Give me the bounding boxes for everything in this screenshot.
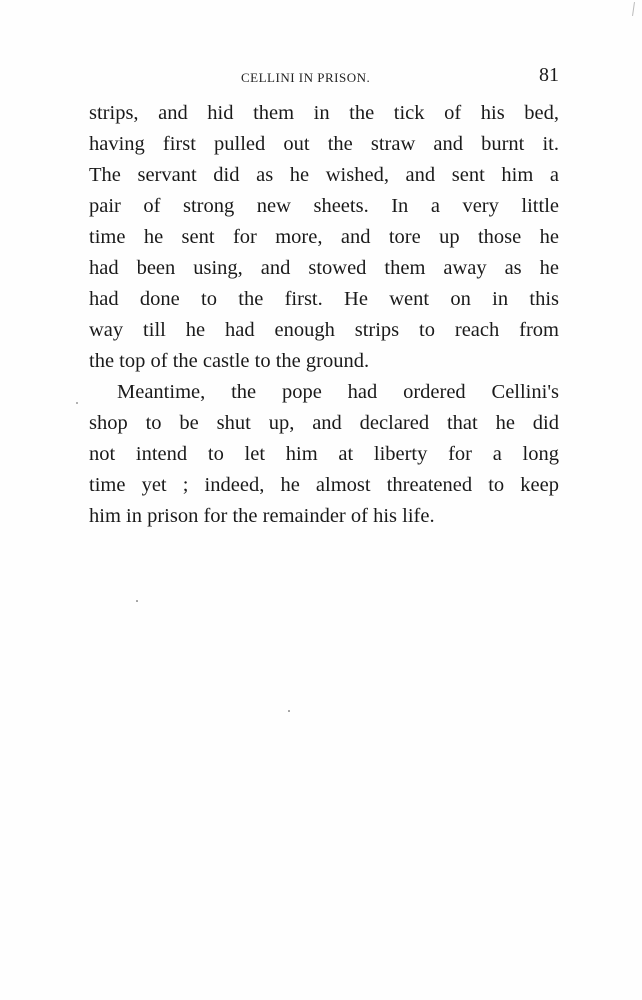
paper-speck [136,600,138,602]
page-number: 81 [539,64,559,86]
text-line: him in prison for the remainder of his life. [89,505,435,527]
text-line: pair of strong new sheets. In a very little [89,195,559,217]
text-line: time he sent for more, and tore up those he [89,226,559,248]
text-line: had done to the first. He went on in this [89,288,559,310]
text-line: Meantime, the pope had ordered Cellini's [117,381,559,403]
text-line: way till he had enough strips to reach from [89,319,559,341]
paper-speck [76,402,78,404]
paper-speck [288,710,290,712]
running-head [89,62,559,92]
paragraph-2 [89,377,559,532]
text-line: strips, and hid them in the tick of his bed, [89,102,559,124]
paragraph-1 [89,98,559,377]
text-line: having first pulled out the straw and burnt it. [89,133,559,155]
running-title: CELLINI IN PRISON. [241,70,371,85]
text-line: not intend to let him at liberty for a long [89,443,559,465]
text-line: had been using, and stowed them away as he [89,257,559,279]
body-text [89,98,559,532]
page-edge-mark [632,2,635,16]
text-line: the top of the castle to the ground. [89,350,370,372]
text-line: time yet ; indeed, he almost threatened to keep [89,474,559,496]
text-line: shop to be shut up, and declared that he did [89,412,559,434]
text-line: The servant did as he wished, and sent him a [89,164,559,186]
